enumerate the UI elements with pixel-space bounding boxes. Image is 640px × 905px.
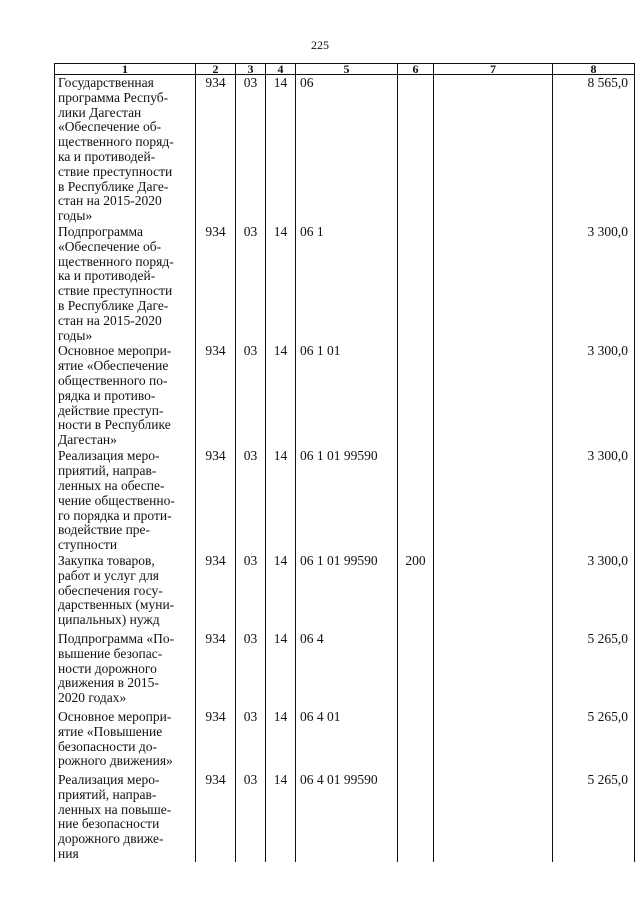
table-row	[55, 224, 635, 343]
row-name-cell: Основное меропри- ятие «Обеспечение общественного по- рядка и противо- действие преступ- ности в Республике Дагестан»	[55, 343, 196, 448]
row-name-cell: Реализация меро- приятий, направ- ленных на повыше- ние безопасности дорожного движе- ния	[55, 772, 196, 862]
column-7-cell	[434, 553, 553, 631]
column-7-cell	[434, 224, 553, 343]
expense-type-cell: 200	[398, 553, 434, 631]
amount-cell: 3 300,0	[553, 448, 635, 553]
target-article-cell: 06 4	[296, 631, 398, 709]
expense-type-cell	[398, 772, 434, 862]
section-code-cell: 03	[236, 631, 266, 709]
row-name-cell: Подпрограмма «По- вышение безопас- ности дорожного движения в 2015- 2020 годах»	[55, 631, 196, 709]
amount-cell: 3 300,0	[553, 224, 635, 343]
expense-type-cell	[398, 631, 434, 709]
column-header: 8	[553, 64, 635, 75]
amount-cell: 8 565,0	[553, 75, 635, 224]
section-code-cell: 03	[236, 448, 266, 553]
ministry-code-cell: 934	[196, 224, 236, 343]
target-article-cell: 06 4 01	[296, 709, 398, 772]
section-code-cell: 03	[236, 75, 266, 224]
row-name-cell: Подпрограмма «Обеспечение об- щественного поряд- ка и противодей- ствие преступности в Республике Даге- стан на 2015-2020 годы»	[55, 224, 196, 343]
section-code-cell: 03	[236, 553, 266, 631]
subsection-code-cell: 14	[266, 709, 296, 772]
section-code-cell: 03	[236, 343, 266, 448]
ministry-code-cell: 934	[196, 448, 236, 553]
ministry-code-cell: 934	[196, 75, 236, 224]
ministry-code-cell: 934	[196, 343, 236, 448]
column-7-cell	[434, 631, 553, 709]
subsection-code-cell: 14	[266, 343, 296, 448]
table-row	[55, 709, 635, 772]
row-name-cell: Основное меропри- ятие «Повышение безопасности до- рожного движения»	[55, 709, 196, 772]
expense-type-cell	[398, 448, 434, 553]
expense-type-cell	[398, 709, 434, 772]
subsection-code-cell: 14	[266, 224, 296, 343]
target-article-cell: 06 1 01	[296, 343, 398, 448]
column-7-cell	[434, 772, 553, 862]
amount-cell: 3 300,0	[553, 343, 635, 448]
ministry-code-cell: 934	[196, 631, 236, 709]
section-code-cell: 03	[236, 772, 266, 862]
table-row	[55, 343, 635, 448]
ministry-code-cell: 934	[196, 553, 236, 631]
amount-cell: 5 265,0	[553, 772, 635, 862]
expense-type-cell	[398, 75, 434, 224]
column-header: 1	[55, 64, 196, 75]
row-name-cell: Закупка товаров, работ и услуг для обеспечения госу- дарственных (муни- ципальных) нужд	[55, 553, 196, 631]
row-name-cell: Государственная программа Респуб- лики Дагестан «Обеспечение об- щественного поряд- ка и противодей- ствие преступности в Республике Даге- стан на 2015-2020 годы»	[55, 75, 196, 224]
subsection-code-cell: 14	[266, 75, 296, 224]
target-article-cell: 06 1 01 99590	[296, 553, 398, 631]
target-article-cell: 06 1	[296, 224, 398, 343]
column-header: 4	[266, 64, 296, 75]
table-row	[55, 75, 635, 224]
column-header: 2	[196, 64, 236, 75]
table-row	[55, 553, 635, 631]
section-code-cell: 03	[236, 224, 266, 343]
subsection-code-cell: 14	[266, 448, 296, 553]
amount-cell: 3 300,0	[553, 553, 635, 631]
row-name-cell: Реализация меро- приятий, направ- ленных на обеспе- чение общественно- го порядка и проти- водействие пре- ступности	[55, 448, 196, 553]
column-7-cell	[434, 343, 553, 448]
column-header: 3	[236, 64, 266, 75]
column-header: 6	[398, 64, 434, 75]
column-header: 5	[296, 64, 398, 75]
table-row	[55, 772, 635, 862]
expense-type-cell	[398, 224, 434, 343]
column-7-cell	[434, 448, 553, 553]
page-number: 225	[311, 38, 329, 52]
column-7-cell	[434, 75, 553, 224]
column-header: 7	[434, 64, 553, 75]
ministry-code-cell: 934	[196, 709, 236, 772]
table-row	[55, 631, 635, 709]
subsection-code-cell: 14	[266, 772, 296, 862]
ministry-code-cell: 934	[196, 772, 236, 862]
expense-type-cell	[398, 343, 434, 448]
table-row	[55, 448, 635, 553]
table-header-row	[55, 64, 635, 75]
subsection-code-cell: 14	[266, 553, 296, 631]
target-article-cell: 06 4 01 99590	[296, 772, 398, 862]
subsection-code-cell: 14	[266, 631, 296, 709]
target-article-cell: 06	[296, 75, 398, 224]
target-article-cell: 06 1 01 99590	[296, 448, 398, 553]
amount-cell: 5 265,0	[553, 631, 635, 709]
budget-table	[54, 63, 635, 862]
column-7-cell	[434, 709, 553, 772]
section-code-cell: 03	[236, 709, 266, 772]
amount-cell: 5 265,0	[553, 709, 635, 772]
